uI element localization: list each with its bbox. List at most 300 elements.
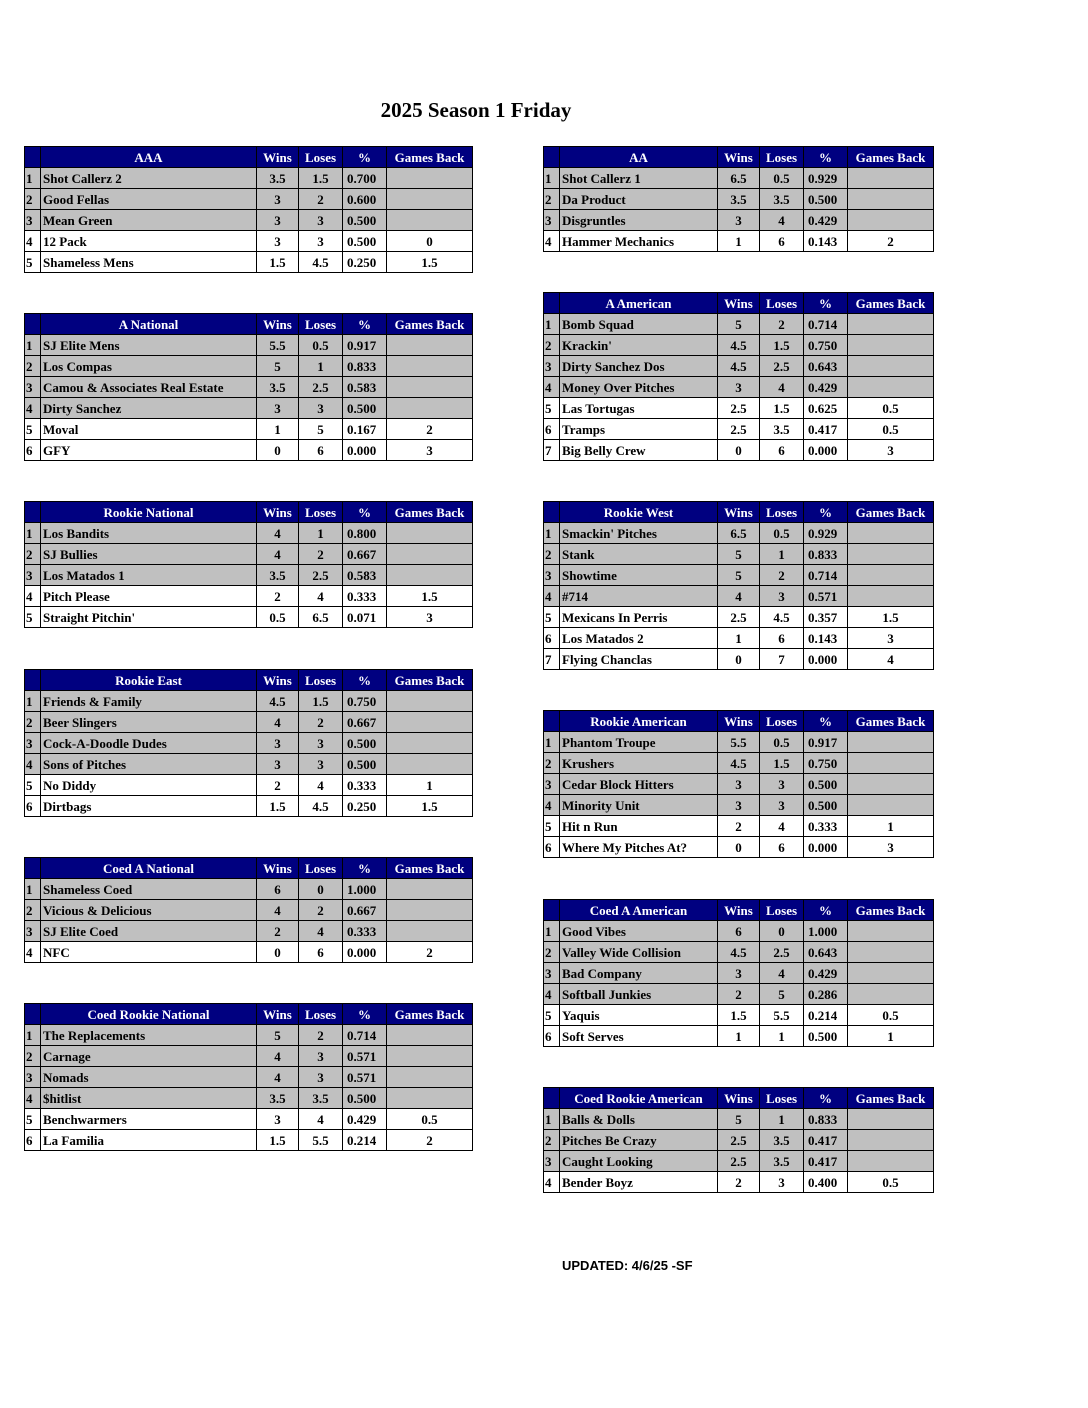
games-back-cell — [387, 565, 473, 586]
games-back-cell: 1 — [848, 816, 934, 837]
division-name: Coed A American — [560, 900, 718, 921]
loses-cell: 5 — [760, 984, 804, 1005]
wins-cell: 0 — [718, 440, 760, 461]
loses-cell: 3 — [299, 231, 343, 252]
pct-cell: 0.833 — [804, 544, 848, 565]
pct-cell: 0.500 — [343, 1088, 387, 1109]
header-corner — [25, 858, 41, 879]
table-row — [544, 1172, 934, 1193]
loses-cell: 0 — [760, 921, 804, 942]
games-back-cell: 0 — [387, 231, 473, 252]
table-row — [25, 231, 473, 252]
loses-cell: 3 — [299, 398, 343, 419]
team-cell: Minority Unit — [560, 795, 718, 816]
column-header: Games Back — [387, 502, 473, 523]
table-row — [25, 712, 473, 733]
games-back-cell: 2 — [848, 231, 934, 252]
rank-cell: 4 — [544, 231, 560, 252]
games-back-cell: 1.5 — [848, 607, 934, 628]
loses-cell: 2 — [760, 565, 804, 586]
table-row — [544, 607, 934, 628]
column-header: % — [804, 900, 848, 921]
wins-cell: 3 — [257, 754, 299, 775]
column-header: Games Back — [387, 858, 473, 879]
table-row — [25, 398, 473, 419]
games-back-cell: 1 — [387, 775, 473, 796]
rank-cell: 1 — [25, 879, 41, 900]
header-corner — [25, 670, 41, 691]
wins-cell: 5 — [257, 356, 299, 377]
games-back-cell — [848, 189, 934, 210]
pct-cell: 0.917 — [804, 732, 848, 753]
page-title: 2025 Season 1 Friday — [380, 98, 572, 122]
division-name: A National — [41, 314, 257, 335]
wins-cell: 6.5 — [718, 168, 760, 189]
table-row — [25, 565, 473, 586]
wins-cell: 0 — [718, 837, 760, 858]
rank-cell: 3 — [25, 377, 41, 398]
rank-cell: 2 — [544, 189, 560, 210]
games-back-cell: 1.5 — [387, 252, 473, 273]
rank-cell: 6 — [25, 796, 41, 817]
team-cell: Los Matados 2 — [560, 628, 718, 649]
rank-cell: 3 — [544, 210, 560, 231]
pct-cell: 0.250 — [343, 796, 387, 817]
games-back-cell — [387, 1046, 473, 1067]
games-back-cell — [848, 314, 934, 335]
wins-cell: 3.5 — [257, 565, 299, 586]
wins-cell: 2.5 — [718, 419, 760, 440]
loses-cell: 6 — [760, 440, 804, 461]
column-header: Loses — [760, 1088, 804, 1109]
loses-cell: 2.5 — [299, 565, 343, 586]
team-cell: Dirty Sanchez Dos — [560, 356, 718, 377]
team-cell: Flying Chanclas — [560, 649, 718, 670]
loses-cell: 4 — [299, 921, 343, 942]
rank-cell: 2 — [544, 544, 560, 565]
rank-cell: 2 — [25, 544, 41, 565]
loses-cell: 7 — [760, 649, 804, 670]
team-cell: Mean Green — [41, 210, 257, 231]
team-cell: Los Compas — [41, 356, 257, 377]
table-row — [544, 795, 934, 816]
table-row — [544, 440, 934, 461]
standings-table-a-national — [24, 313, 473, 461]
column-header: % — [343, 147, 387, 168]
header-corner — [25, 314, 41, 335]
games-back-cell: 3 — [848, 440, 934, 461]
rank-cell: 1 — [544, 921, 560, 942]
column-header: Loses — [299, 670, 343, 691]
rank-cell: 1 — [544, 732, 560, 753]
rank-cell: 1 — [25, 1025, 41, 1046]
loses-cell: 1.5 — [299, 691, 343, 712]
team-cell: Dirty Sanchez — [41, 398, 257, 419]
games-back-cell: 3 — [848, 628, 934, 649]
games-back-cell — [387, 356, 473, 377]
pct-cell: 0.750 — [343, 691, 387, 712]
games-back-cell — [848, 544, 934, 565]
rank-cell: 1 — [25, 335, 41, 356]
rank-cell: 7 — [544, 440, 560, 461]
loses-cell: 0.5 — [760, 732, 804, 753]
team-cell: SJ Bullies — [41, 544, 257, 565]
team-cell: Shot Callerz 2 — [41, 168, 257, 189]
games-back-cell — [387, 900, 473, 921]
team-cell: Tramps — [560, 419, 718, 440]
pct-cell: 0.714 — [804, 314, 848, 335]
loses-cell: 1 — [760, 1026, 804, 1047]
table-row — [544, 732, 934, 753]
wins-cell: 3 — [718, 210, 760, 231]
loses-cell: 3 — [760, 774, 804, 795]
column-header: % — [804, 1088, 848, 1109]
games-back-cell: 1.5 — [387, 586, 473, 607]
team-cell: Softball Junkies — [560, 984, 718, 1005]
pct-cell: 0.417 — [804, 419, 848, 440]
table-row — [544, 774, 934, 795]
table-row — [25, 210, 473, 231]
wins-cell: 4 — [257, 523, 299, 544]
wins-cell: 6 — [257, 879, 299, 900]
pct-cell: 0.750 — [804, 753, 848, 774]
column-header: Games Back — [848, 900, 934, 921]
division-name: Coed Rookie American — [560, 1088, 718, 1109]
team-cell: Pitches Be Crazy — [560, 1130, 718, 1151]
games-back-cell — [848, 1151, 934, 1172]
table-row — [25, 879, 473, 900]
rank-cell: 2 — [25, 712, 41, 733]
games-back-cell — [387, 523, 473, 544]
header-corner — [25, 502, 41, 523]
rank-cell: 4 — [25, 586, 41, 607]
table-row — [25, 586, 473, 607]
wins-cell: 3 — [257, 1109, 299, 1130]
pct-cell: 0.429 — [343, 1109, 387, 1130]
loses-cell: 2 — [299, 544, 343, 565]
team-cell: Straight Pitchin' — [41, 607, 257, 628]
table-row — [25, 168, 473, 189]
rank-cell: 3 — [544, 1151, 560, 1172]
rank-cell: 3 — [544, 774, 560, 795]
team-cell: Balls & Dolls — [560, 1109, 718, 1130]
header-corner — [544, 900, 560, 921]
column-header: Wins — [257, 858, 299, 879]
column-header: Wins — [257, 670, 299, 691]
table-row — [25, 796, 473, 817]
wins-cell: 4.5 — [718, 335, 760, 356]
loses-cell: 1.5 — [299, 168, 343, 189]
wins-cell: 1.5 — [257, 1130, 299, 1151]
wins-cell: 2 — [257, 921, 299, 942]
wins-cell: 3.5 — [257, 168, 299, 189]
pct-cell: 0.500 — [343, 210, 387, 231]
division-name: Coed A National — [41, 858, 257, 879]
games-back-cell — [387, 189, 473, 210]
loses-cell: 2 — [299, 900, 343, 921]
column-header: Games Back — [848, 293, 934, 314]
column-header: Wins — [718, 502, 760, 523]
pct-cell: 0.800 — [343, 523, 387, 544]
table-row — [544, 565, 934, 586]
column-header: Loses — [760, 502, 804, 523]
column-header: Loses — [299, 858, 343, 879]
rank-cell: 3 — [544, 356, 560, 377]
rank-cell: 3 — [544, 963, 560, 984]
rank-cell: 3 — [25, 210, 41, 231]
table-row — [25, 1130, 473, 1151]
team-cell: Big Belly Crew — [560, 440, 718, 461]
pct-cell: 0.929 — [804, 523, 848, 544]
wins-cell: 2 — [718, 984, 760, 1005]
standings-table-coed-rookie-national — [24, 1003, 473, 1151]
loses-cell: 3 — [299, 754, 343, 775]
wins-cell: 4.5 — [718, 942, 760, 963]
team-cell: Phantom Troupe — [560, 732, 718, 753]
wins-cell: 0 — [718, 649, 760, 670]
rank-cell: 5 — [25, 419, 41, 440]
team-cell: The Replacements — [41, 1025, 257, 1046]
wins-cell: 4.5 — [718, 356, 760, 377]
loses-cell: 3.5 — [760, 189, 804, 210]
rank-cell: 4 — [544, 377, 560, 398]
rank-cell: 3 — [25, 733, 41, 754]
rank-cell: 4 — [544, 795, 560, 816]
wins-cell: 3 — [718, 963, 760, 984]
column-header: Wins — [718, 293, 760, 314]
loses-cell: 2 — [299, 1025, 343, 1046]
loses-cell: 3 — [760, 795, 804, 816]
rank-cell: 3 — [25, 1067, 41, 1088]
loses-cell: 1.5 — [760, 335, 804, 356]
team-cell: GFY — [41, 440, 257, 461]
table-row — [25, 419, 473, 440]
table-row — [25, 900, 473, 921]
games-back-cell — [387, 879, 473, 900]
table-row — [25, 775, 473, 796]
games-back-cell — [387, 733, 473, 754]
pct-cell: 0.500 — [804, 1026, 848, 1047]
games-back-cell: 2 — [387, 942, 473, 963]
loses-cell: 5 — [299, 419, 343, 440]
team-cell: Disgruntles — [560, 210, 718, 231]
games-back-cell — [387, 1067, 473, 1088]
pct-cell: 0.429 — [804, 963, 848, 984]
table-row — [25, 523, 473, 544]
header-corner — [544, 293, 560, 314]
loses-cell: 5.5 — [760, 1005, 804, 1026]
games-back-cell — [848, 356, 934, 377]
team-cell: Smackin' Pitches — [560, 523, 718, 544]
games-back-cell — [848, 586, 934, 607]
table-row — [544, 963, 934, 984]
wins-cell: 3 — [718, 774, 760, 795]
pct-cell: 0.071 — [343, 607, 387, 628]
wins-cell: 1 — [718, 231, 760, 252]
team-cell: SJ Elite Coed — [41, 921, 257, 942]
pct-cell: 0.000 — [804, 649, 848, 670]
column-header: Loses — [299, 502, 343, 523]
pct-cell: 0.667 — [343, 900, 387, 921]
table-row — [25, 942, 473, 963]
rank-cell: 3 — [25, 921, 41, 942]
games-back-cell — [387, 377, 473, 398]
wins-cell: 5 — [257, 1025, 299, 1046]
table-row — [544, 816, 934, 837]
pct-cell: 0.600 — [343, 189, 387, 210]
team-cell: Showtime — [560, 565, 718, 586]
team-cell: Mexicans In Perris — [560, 607, 718, 628]
rank-cell: 2 — [25, 900, 41, 921]
division-name: Rookie National — [41, 502, 257, 523]
loses-cell: 6 — [299, 440, 343, 461]
team-cell: Beer Slingers — [41, 712, 257, 733]
standings-table-coed-a-national — [24, 857, 473, 963]
team-cell: #714 — [560, 586, 718, 607]
games-back-cell — [848, 774, 934, 795]
pct-cell: 0.667 — [343, 712, 387, 733]
loses-cell: 3 — [299, 733, 343, 754]
pct-cell: 0.143 — [804, 628, 848, 649]
table-row — [544, 984, 934, 1005]
updated-note: UPDATED: 4/6/25 -SF — [562, 1258, 693, 1273]
team-cell: Los Matados 1 — [41, 565, 257, 586]
rank-cell: 5 — [25, 1109, 41, 1130]
rank-cell: 5 — [544, 816, 560, 837]
rank-cell: 2 — [25, 189, 41, 210]
division-name: Rookie West — [560, 502, 718, 523]
team-cell: Shameless Coed — [41, 879, 257, 900]
column-header: Games Back — [848, 1088, 934, 1109]
column-header: Loses — [299, 147, 343, 168]
pct-cell: 0.214 — [343, 1130, 387, 1151]
wins-cell: 3.5 — [257, 1088, 299, 1109]
table-row — [544, 1026, 934, 1047]
column-header: % — [804, 711, 848, 732]
team-cell: Sons of Pitches — [41, 754, 257, 775]
loses-cell: 1 — [760, 544, 804, 565]
column-header: Games Back — [848, 502, 934, 523]
team-cell: Friends & Family — [41, 691, 257, 712]
wins-cell: 2 — [718, 1172, 760, 1193]
table-row — [544, 210, 934, 231]
column-header: Games Back — [848, 711, 934, 732]
wins-cell: 3 — [257, 733, 299, 754]
column-header: Loses — [760, 293, 804, 314]
games-back-cell — [387, 335, 473, 356]
rank-cell: 5 — [25, 607, 41, 628]
games-back-cell — [387, 210, 473, 231]
team-cell: Pitch Please — [41, 586, 257, 607]
wins-cell: 4 — [257, 712, 299, 733]
rank-cell: 5 — [25, 252, 41, 273]
games-back-cell — [848, 377, 934, 398]
games-back-cell — [848, 523, 934, 544]
table-row — [25, 1067, 473, 1088]
table-row — [25, 691, 473, 712]
rank-cell: 6 — [544, 1026, 560, 1047]
games-back-cell — [848, 210, 934, 231]
wins-cell: 4 — [257, 1067, 299, 1088]
wins-cell: 0.5 — [257, 607, 299, 628]
pct-cell: 0.000 — [804, 440, 848, 461]
team-cell: Good Vibes — [560, 921, 718, 942]
wins-cell: 0 — [257, 440, 299, 461]
rank-cell: 1 — [544, 314, 560, 335]
games-back-cell: 3 — [848, 837, 934, 858]
wins-cell: 2.5 — [718, 1151, 760, 1172]
table-row — [25, 754, 473, 775]
wins-cell: 6 — [718, 921, 760, 942]
pct-cell: 0.250 — [343, 252, 387, 273]
team-cell: NFC — [41, 942, 257, 963]
pct-cell: 0.500 — [343, 398, 387, 419]
rank-cell: 2 — [25, 1046, 41, 1067]
pct-cell: 0.625 — [804, 398, 848, 419]
column-header: % — [343, 1004, 387, 1025]
team-cell: Yaquis — [560, 1005, 718, 1026]
header-corner — [25, 147, 41, 168]
loses-cell: 2 — [760, 314, 804, 335]
loses-cell: 4 — [760, 963, 804, 984]
pct-cell: 0.714 — [343, 1025, 387, 1046]
loses-cell: 0 — [299, 879, 343, 900]
rank-cell: 6 — [544, 419, 560, 440]
pct-cell: 0.333 — [804, 816, 848, 837]
table-row — [544, 1130, 934, 1151]
rank-cell: 7 — [544, 649, 560, 670]
pct-cell: 1.000 — [804, 921, 848, 942]
division-name: Rookie East — [41, 670, 257, 691]
header-corner — [25, 1004, 41, 1025]
wins-cell: 4.5 — [257, 691, 299, 712]
table-row — [544, 168, 934, 189]
wins-cell: 4.5 — [718, 753, 760, 774]
table-row — [544, 753, 934, 774]
loses-cell: 3 — [299, 1067, 343, 1088]
loses-cell: 3.5 — [760, 1130, 804, 1151]
team-cell: No Diddy — [41, 775, 257, 796]
games-back-cell: 4 — [848, 649, 934, 670]
pct-cell: 0.500 — [804, 774, 848, 795]
column-header: % — [343, 858, 387, 879]
column-header: Wins — [718, 711, 760, 732]
column-header: Wins — [718, 900, 760, 921]
standings-table-aaa — [24, 146, 473, 273]
wins-cell: 3.5 — [718, 189, 760, 210]
games-back-cell: 2 — [387, 1130, 473, 1151]
rank-cell: 1 — [25, 168, 41, 189]
team-cell: Da Product — [560, 189, 718, 210]
games-back-cell: 0.5 — [387, 1109, 473, 1130]
loses-cell: 6.5 — [299, 607, 343, 628]
table-row — [544, 1151, 934, 1172]
table-row — [25, 921, 473, 942]
wins-cell: 1 — [718, 628, 760, 649]
games-back-cell — [848, 921, 934, 942]
team-cell: Shameless Mens — [41, 252, 257, 273]
table-row — [544, 314, 934, 335]
loses-cell: 3.5 — [760, 1151, 804, 1172]
loses-cell: 0.5 — [760, 523, 804, 544]
header-corner — [544, 1088, 560, 1109]
team-cell: Good Fellas — [41, 189, 257, 210]
rank-cell: 4 — [25, 231, 41, 252]
games-back-cell: 0.5 — [848, 419, 934, 440]
pct-cell: 0.500 — [343, 733, 387, 754]
team-cell: Camou & Associates Real Estate — [41, 377, 257, 398]
team-cell: Bomb Squad — [560, 314, 718, 335]
